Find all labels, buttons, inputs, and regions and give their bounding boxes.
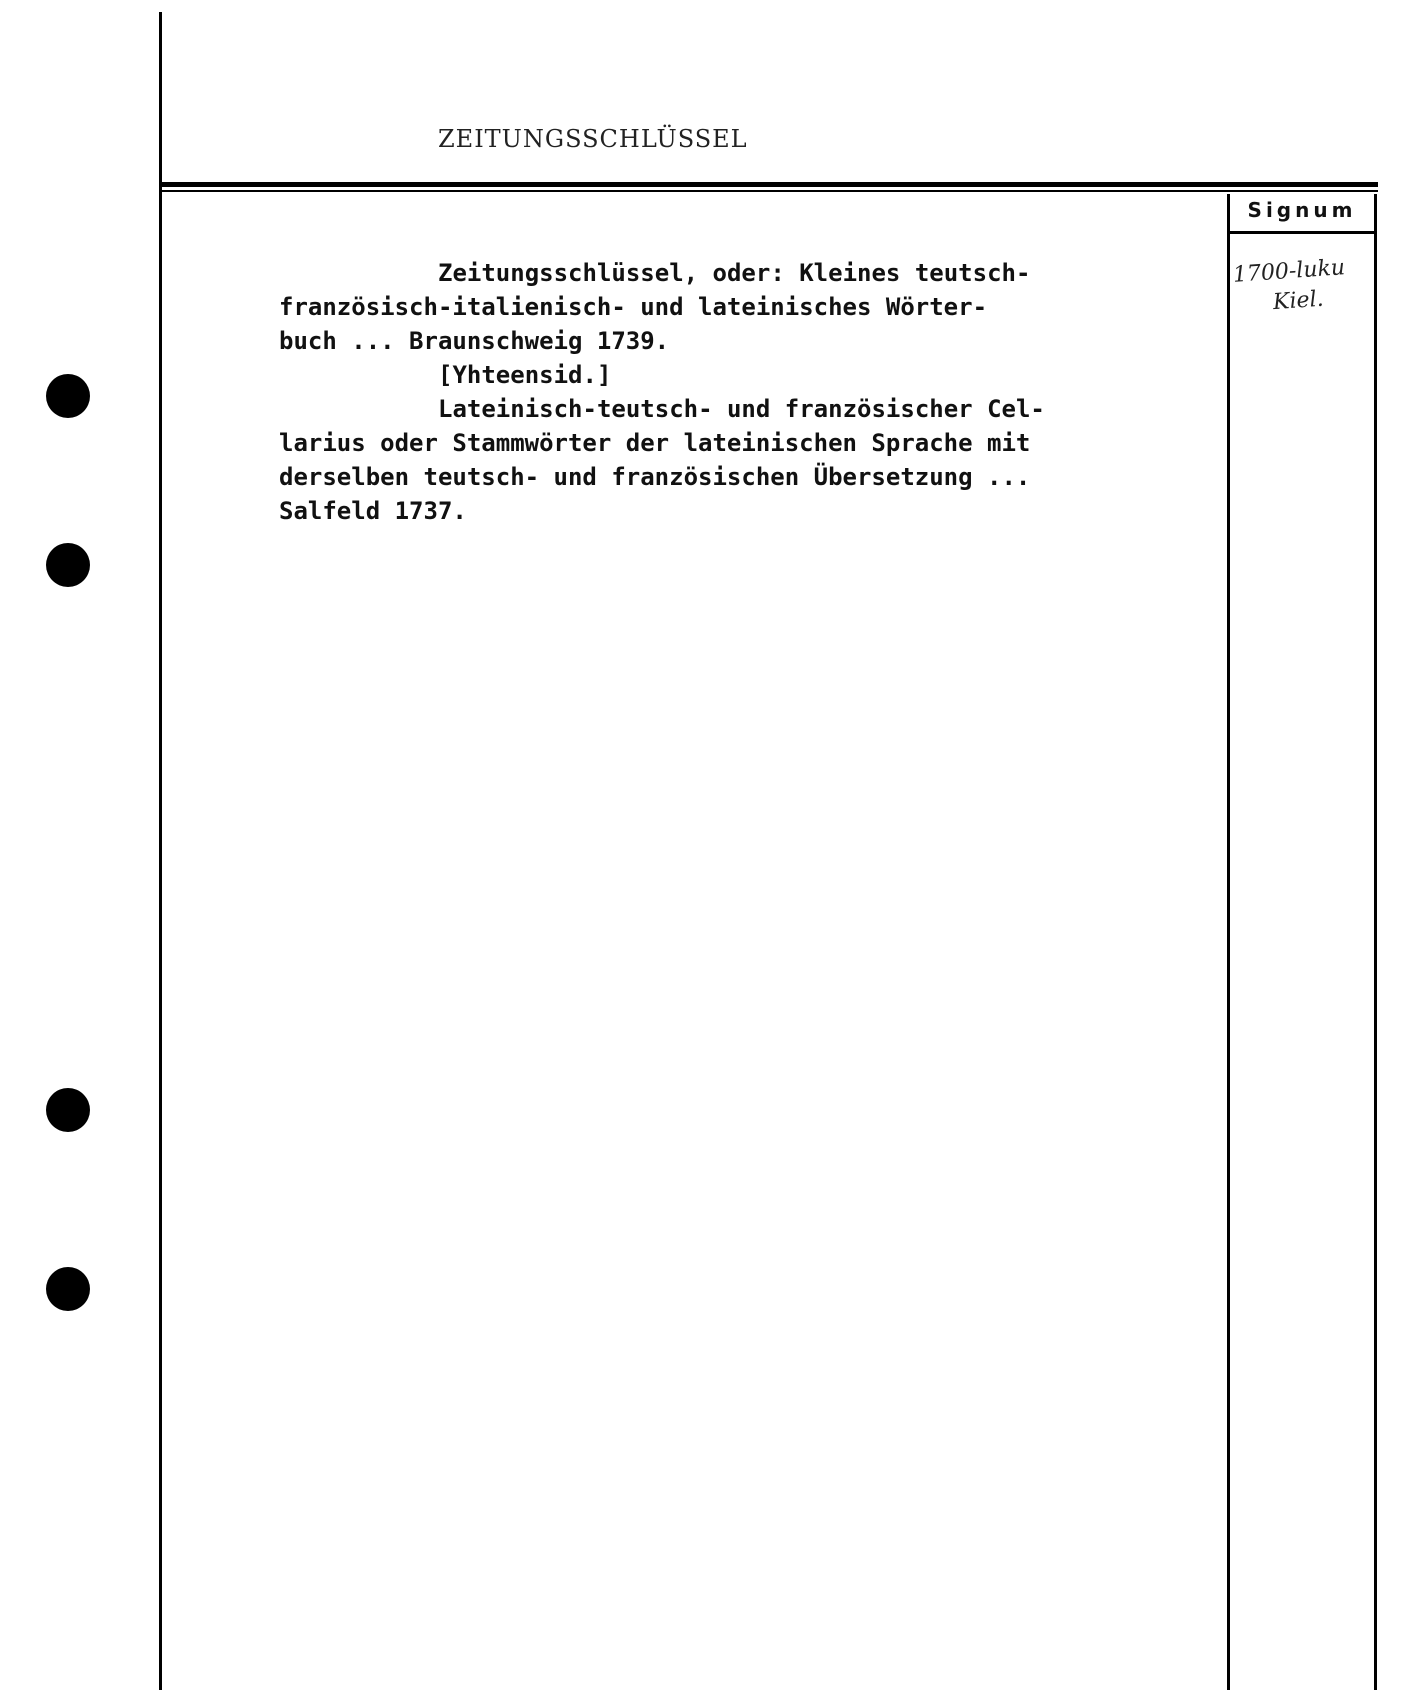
binder-hole	[46, 1267, 90, 1311]
signum-column-right-rule	[1374, 194, 1377, 1690]
entries	[279, 256, 1209, 528]
entry-line: [Yhteensid.]	[438, 361, 612, 389]
entry-line: derselben teutsch- und französischen Übersetzung ...	[279, 463, 1031, 491]
entry-3	[279, 392, 1209, 528]
entry-line: larius oder Stammwörter der lateinischen Sprache mit	[279, 429, 1031, 457]
card-title: ZEITUNGSSCHLÜSSEL	[438, 125, 748, 153]
signum-column-left-rule	[1227, 194, 1230, 1690]
signum-handwritten-note	[1232, 251, 1376, 321]
entry-line: buch ... Braunschweig 1739.	[279, 327, 670, 355]
binder-hole	[46, 1088, 90, 1132]
binder-hole	[46, 374, 90, 418]
signum-note-line: 1700-luku	[1232, 255, 1346, 288]
entry-2	[279, 358, 1209, 392]
entry-line: französisch-italienisch- und lateinisches Wörter-	[279, 293, 988, 321]
header-rule-thin	[162, 190, 1378, 192]
entry-1	[279, 256, 1209, 358]
binder-hole	[46, 543, 90, 587]
signum-underline	[1230, 231, 1374, 234]
header-rule	[162, 182, 1378, 187]
signum-note-line: Kiel.	[1272, 286, 1325, 316]
entry-line: Lateinisch-teutsch- und französischer Cel-	[438, 395, 1045, 423]
left-margin-rule	[159, 12, 162, 1690]
entry-line: Zeitungsschlüssel, oder: Kleines teutsch-	[438, 259, 1031, 287]
signum-label: Signum	[1247, 198, 1357, 222]
entry-line: Salfeld 1737.	[279, 497, 467, 525]
